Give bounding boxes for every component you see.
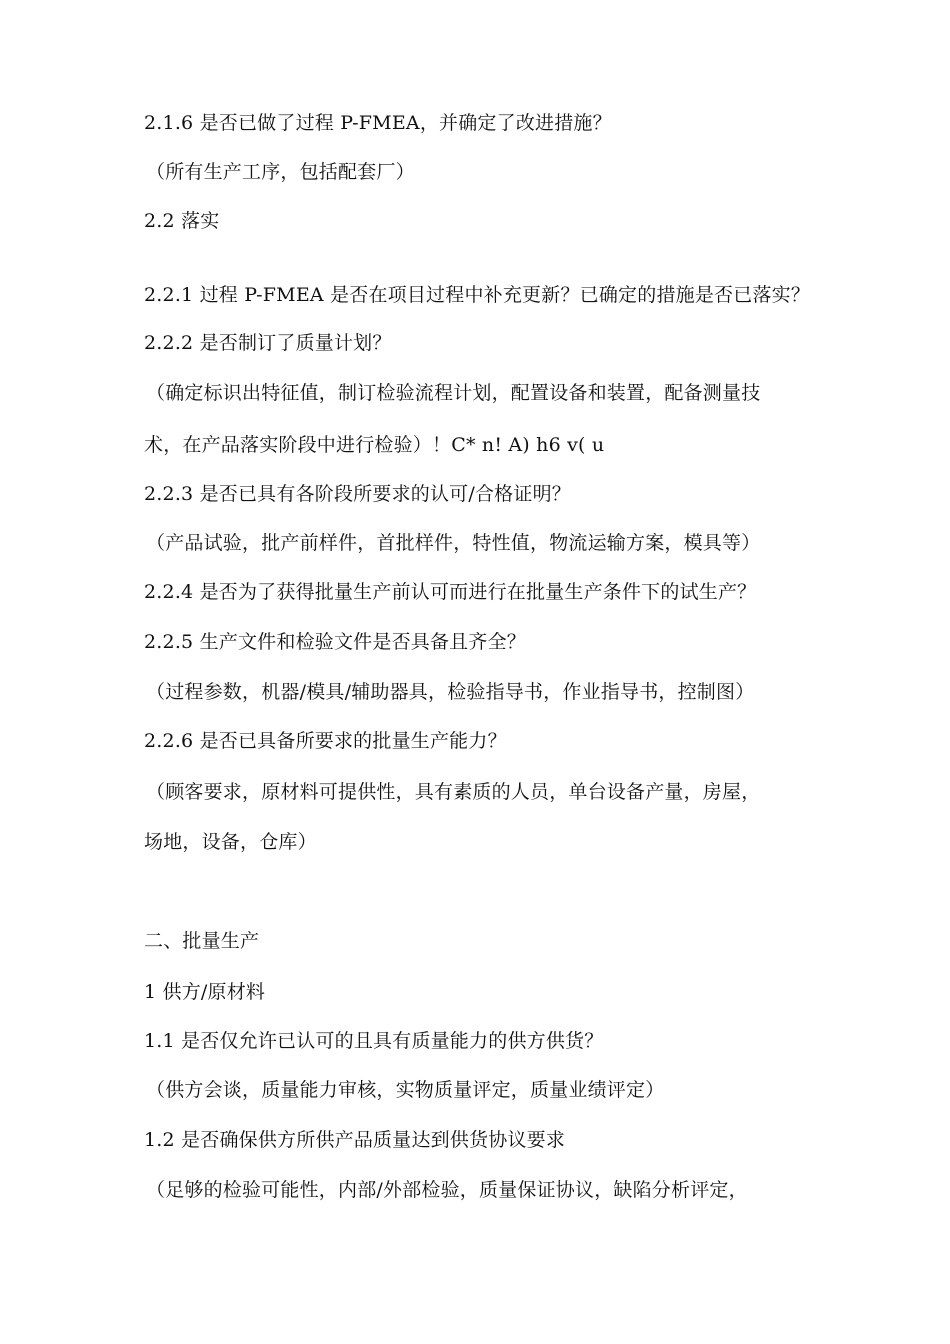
item-2-2-1: 2.2.1 过程 P-FMEA 是否在项目过程中补充更新？已确定的措施是否已落实？: [144, 284, 811, 306]
item-2-1-6: 2.1.6 是否已做了过程 P-FMEA，并确定了改进措施？: [144, 112, 612, 134]
item-2-2-6-note-line1: （顾客要求，原材料可提供性，具有素质的人员，单台设备产量，房屋，: [146, 781, 761, 803]
item-2-2-2: 2.2.2 是否制订了质量计划？: [144, 332, 392, 354]
section-1-heading: 1 供方/原材料: [144, 981, 266, 1003]
item-1-2-note: （足够的检验可能性，内部/外部检验，质量保证协议，缺陷分析评定，: [146, 1179, 748, 1201]
item-2-2-5: 2.2.5 生产文件和检验文件是否具备且齐全？: [144, 631, 526, 653]
item-1-2: 1.2 是否确保供方所供产品质量达到供货协议要求: [144, 1129, 566, 1151]
item-2-2-6-note-line2: 场地，设备，仓库）: [144, 831, 317, 853]
item-2-2-5-note: （过程参数，机器/模具/辅助器具，检验指导书，作业指导书，控制图）: [146, 681, 755, 703]
chapter-2-heading: 二、批量生产: [144, 930, 260, 952]
item-2-2-2-note-line2: 术，在产品落实阶段中进行检验）！C* n! A) h6 v( u: [144, 434, 605, 456]
item-2-2-6: 2.2.6 是否已具备所要求的批量生产能力？: [144, 730, 507, 752]
item-2-2-2-note-line1: （确定标识出特征值，制订检验流程计划，配置设备和装置，配备测量技: [146, 382, 761, 404]
section-2-2-heading: 2.2 落实: [144, 210, 220, 232]
item-2-2-3: 2.2.3 是否已具有各阶段所要求的认可/合格证明？: [144, 483, 571, 505]
item-1-1: 1.1 是否仅允许已认可的且具有质量能力的供方供货？: [144, 1030, 604, 1052]
item-1-1-note: （供方会谈，质量能力审核，实物质量评定，质量业绩评定）: [146, 1079, 665, 1101]
item-2-2-4: 2.2.4 是否为了获得批量生产前认可而进行在批量生产条件下的试生产？: [144, 581, 757, 603]
item-2-1-6-note: （所有生产工序，包括配套厂）: [146, 161, 415, 183]
item-2-2-3-note: （产品试验，批产前样件，首批样件，特性值，物流运输方案，模具等）: [146, 532, 761, 554]
